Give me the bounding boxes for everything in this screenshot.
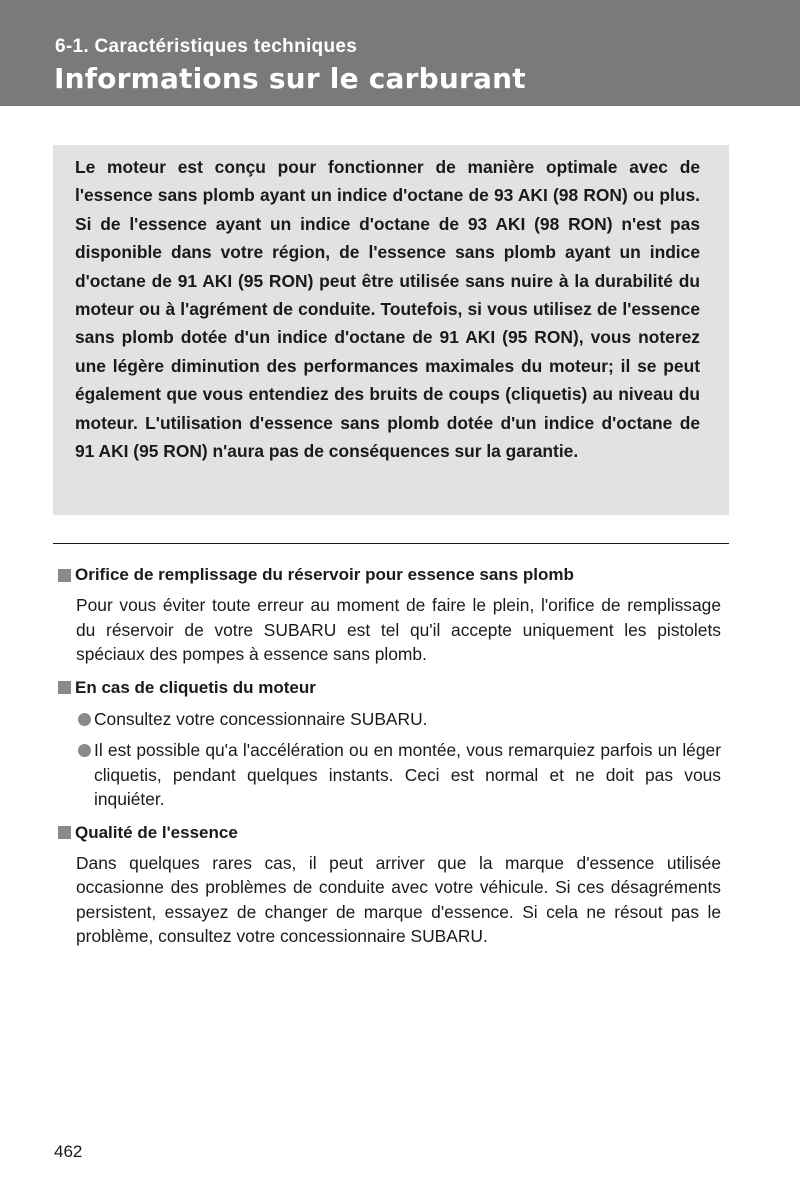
list-item [76,707,721,732]
page-number: 462 [54,1142,83,1161]
page-header [0,0,800,106]
notice-text: Le moteur est conçu pour fonctionner de manière optimale avec de l'essence sans plomb ayant un indice d'octane de 93 AKI (98 RON) ou plus. Si de l'essence ayant un indice d'octane de 93 AKI (98 RON) n'est pas disponible dans votre région, de l'essence sans plomb ayant un indice d'octane de 91 AKI (95 RON) peut être utilisée sans nuire à la durabilité du moteur ou à l'agrément de conduite. Toutefois, si vous utilisez de l'essence sans plomb dotée d'un indice d'octane de 91 AKI (95 RON), vous noterez une légère diminution des performances maximales du moteur; il se peut également que vous entendiez des bruits de coups (cliquetis) au niveau du moteur. L'utilisation d'essence sans plomb dotée d'un indice d'octane de 91 AKI (95 RON) n'aura pas de conséquences sur la garantie. [75,157,700,462]
circle-bullet-icon [78,744,91,757]
section-body: Dans quelques rares cas, il peut arriver que la marque d'essence utilisée occasionne des problèmes de conduite avec votre véhicule. Si ces désagréments persistent, essayez de changer de marque d'essence. Si cela ne résout pas le problème, consultez votre concessionnaire SUBARU. [76,852,721,946]
section-heading-text: Qualité de l'essence [75,822,238,842]
section-heading [55,563,721,587]
section-heading-text: En cas de cliquetis du moteur [75,677,316,697]
divider [53,543,729,544]
list-item-text: Consultez votre concessionnaire SUBARU. [94,708,428,729]
square-bullet-icon [58,681,71,694]
main-content [55,563,721,949]
notice-box [53,145,729,515]
section-filler [55,563,721,667]
square-bullet-icon [58,569,71,582]
section-heading [55,676,721,700]
section-knocking [55,676,721,812]
page-title: Informations sur le carburant [54,62,526,95]
square-bullet-icon [58,826,71,839]
section-body: Pour vous éviter toute erreur au moment de faire le plein, l'orifice de remplissage du réservoir de votre SUBARU est tel qu'il accepte uniquement les pistolets spéciaux des pompes à essence sans plomb. [76,595,721,664]
section-label: 6-1. Caractéristiques techniques [55,36,358,57]
list-item [76,738,721,812]
section-heading [55,821,721,845]
section-quality [55,821,721,949]
list-item-text: Il est possible qu'a l'accélération ou en montée, vous remarquiez parfois un léger cliquetis, pendant quelques instants. Ceci est normal et ne doit pas vous inquiéter. [94,740,721,809]
section-heading-text: Orifice de remplissage du réservoir pour essence sans plomb [75,565,574,584]
circle-bullet-icon [78,713,91,726]
